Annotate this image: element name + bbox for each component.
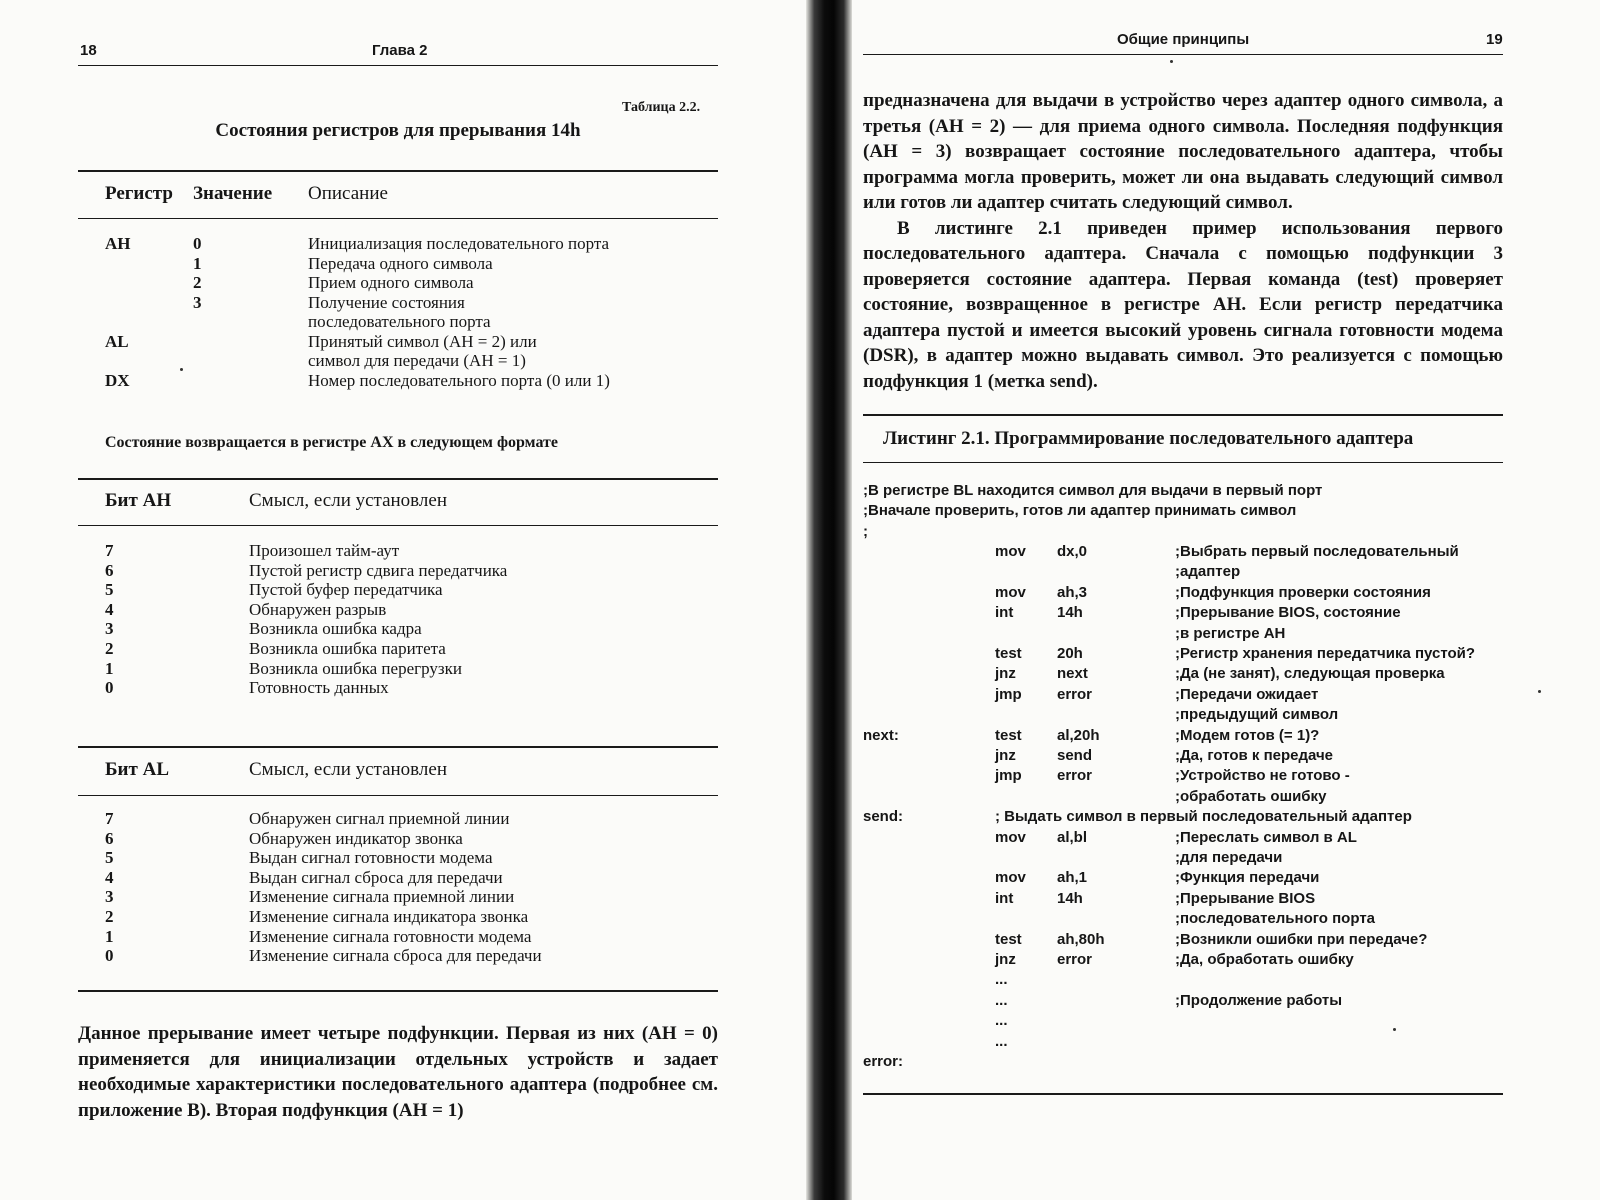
code-label: next:	[863, 726, 899, 744]
th-al-meaning: Смысл, если установлен	[249, 759, 447, 780]
bit-cell: 7	[105, 809, 114, 828]
bit-cell: 6	[105, 560, 114, 580]
value-cell: 3	[193, 292, 202, 312]
header-rule-right	[863, 54, 1503, 55]
code-op: ...	[995, 1032, 1008, 1050]
code-comment: ;Продолжение работы	[1175, 991, 1343, 1009]
listing-bottom-rule	[863, 1093, 1503, 1095]
bit-cell: 5	[105, 848, 114, 868]
table-top-rule	[78, 170, 718, 172]
page-number-right: 19	[1486, 31, 1503, 48]
code-op: test	[995, 645, 1022, 662]
code-comment: ;Устройство не готово -	[1175, 767, 1350, 785]
table-title: Состояния регистров для прерывания 14h	[215, 120, 581, 141]
al-table-top-rule	[78, 746, 718, 748]
code-comment: ;для передачи	[1175, 849, 1283, 866]
bit-cell: 6	[105, 828, 114, 848]
code-op: mov	[995, 583, 1026, 601]
code-comment: ;Да (не занят), следующая проверка	[1175, 665, 1445, 683]
closing-paragraph-text: Данное прерывание имеет четыре подфункции. Первая из них (АН = 0) применяется для инициализации отдельных устройств и задает необходимые характеристики последовательного адаптера (подробнее см. приложение В). Вторая подфункция (АН = 1)	[78, 1023, 718, 1121]
table-caption: Таблица 2.2.	[622, 100, 701, 115]
meaning-cell: Изменение сигнала сброса для передачи	[249, 946, 542, 966]
listing-top-rule	[863, 414, 1503, 416]
code-arg: error	[1057, 767, 1093, 785]
meaning-cell: Обнаружен разрыв	[249, 599, 387, 619]
th-bit-ah: Бит АН	[105, 490, 172, 511]
code-comment: ;Регистр хранения передатчика пустой?	[1175, 645, 1476, 662]
meaning-cell: Изменение сигнала приемной линии	[249, 887, 515, 907]
code-op: jnz	[995, 951, 1016, 968]
description-cell: Прием одного символа	[308, 273, 474, 292]
code-op: ...	[995, 1012, 1008, 1030]
register-cell: AH	[105, 234, 131, 253]
code-op: jmp	[995, 767, 1022, 785]
register-cell: DX	[105, 370, 130, 390]
code-arg: send	[1057, 747, 1093, 764]
code-comment: ;предыдущий символ	[1175, 706, 1339, 724]
code-op: ...	[995, 971, 1008, 989]
code-arg: ah,80h	[1057, 930, 1105, 948]
description-cell: Принятый символ (АН = 2) или	[308, 331, 537, 351]
meaning-cell: Пустой регистр сдвига передатчика	[249, 560, 508, 580]
code-arg: error	[1057, 951, 1093, 968]
listing-comment-line: ;Вначале проверить, готов ли адаптер принимать символ	[863, 502, 1297, 520]
bit-cell: 2	[105, 907, 114, 926]
body-text	[863, 88, 1503, 394]
code-comment: ;Подфункция проверки состояния	[1175, 583, 1431, 601]
th-register: Регистр	[105, 183, 173, 204]
description-cell: последовательного порта	[308, 312, 491, 331]
th-bit-al: Бит AL	[105, 759, 169, 780]
bit-cell: 0	[105, 678, 114, 698]
code-comment: ;Да, готов к передаче	[1175, 747, 1334, 764]
register-cell: AL	[105, 331, 129, 351]
th-value: Значение	[193, 183, 273, 204]
bit-cell: 2	[105, 639, 114, 658]
meaning-cell: Изменение сигнала индикатора звонка	[249, 907, 529, 926]
code-op: int	[995, 604, 1014, 622]
bit-cell: 3	[105, 887, 114, 907]
code-op: mov	[995, 828, 1026, 846]
code-arg: 20h	[1057, 645, 1083, 662]
meaning-cell: Пустой буфер передатчика	[249, 580, 443, 600]
bit-cell: 4	[105, 867, 114, 887]
code-comment: ;Передачи ожидает	[1175, 685, 1319, 703]
status-note: Состояние возвращается в регистре АХ в следующем формате	[105, 434, 559, 451]
bit-cell: 0	[105, 946, 114, 966]
code-label: error:	[863, 1053, 904, 1070]
bit-cell: 1	[105, 658, 114, 678]
code-comment: ;Выбрать первый последовательный	[1175, 543, 1459, 560]
listing-title-rule	[863, 462, 1503, 463]
meaning-cell: Возникла ошибка кадра	[249, 619, 422, 639]
bit-cell: 5	[105, 580, 114, 600]
code-comment: ;Возникли ошибки при передаче?	[1175, 930, 1428, 948]
code-op: jnz	[995, 747, 1016, 764]
meaning-cell: Изменение сигнала готовности модема	[249, 926, 532, 946]
th-ah-meaning: Смысл, если установлен	[249, 490, 447, 511]
closing-paragraph	[78, 1021, 718, 1123]
code-arg: ah,1	[1057, 869, 1088, 887]
value-cell: 2	[193, 273, 202, 292]
meaning-cell: Возникла ошибка паритета	[249, 639, 446, 658]
bit-cell: 3	[105, 619, 114, 639]
code-arg: 14h	[1057, 889, 1083, 907]
code-op: ...	[995, 991, 1008, 1009]
bit-cell: 1	[105, 926, 114, 946]
code-op: int	[995, 889, 1014, 907]
al-table-header-rule	[78, 795, 718, 796]
code-comment: ;в регистре AH	[1175, 624, 1286, 642]
description-cell: символ для передачи (АН = 1)	[308, 351, 526, 370]
listing-comment-line: ;В регистре BL находится символ для выдачи в первый порт	[863, 482, 1323, 499]
page-number-left: 18	[80, 42, 97, 59]
code-comment: ;Переслать символ в AL	[1175, 828, 1357, 846]
meaning-cell: Выдан сигнал готовности модема	[249, 848, 493, 868]
code-op: test	[995, 726, 1022, 744]
ah-table-top-rule	[78, 478, 718, 480]
code-comment: ;Прерывание BIOS, состояние	[1175, 604, 1401, 622]
code-label: send:	[863, 808, 904, 826]
meaning-cell: Готовность данных	[249, 678, 389, 698]
code-arg: next	[1057, 665, 1088, 683]
code-arg: error	[1057, 685, 1093, 703]
al-table-bottom-rule	[78, 990, 718, 992]
code-op: mov	[995, 869, 1026, 887]
code-arg: 14h	[1057, 604, 1083, 622]
right-page	[845, 0, 1600, 1200]
meaning-cell: Обнаружен индикатор звонка	[249, 828, 463, 848]
table-header-rule	[78, 218, 718, 219]
description-cell: Номер последовательного порта (0 или 1)	[308, 370, 610, 390]
listing-title: Листинг 2.1. Программирование последовательного адаптера	[883, 428, 1414, 449]
code-comment: ;Модем готов (= 1)?	[1175, 726, 1320, 744]
listing-comment-line: ;	[863, 522, 868, 540]
code-op: ; Выдать символ в первый последовательный адаптер	[995, 808, 1412, 826]
bit-cell: 7	[105, 541, 114, 560]
code-comment: ;Прерывание BIOS	[1175, 889, 1316, 907]
meaning-cell: Выдан сигнал сброса для передачи	[249, 867, 503, 887]
code-comment: ;последовательного порта	[1175, 910, 1376, 928]
description-cell: Инициализация последовательного порта	[308, 234, 610, 253]
bit-cell: 4	[105, 599, 114, 619]
scan-speck	[1538, 690, 1541, 693]
code-op: mov	[995, 543, 1026, 560]
code-arg: al,20h	[1057, 726, 1100, 744]
description-cell: Получение состояния	[308, 292, 465, 312]
scan-speck	[180, 368, 183, 371]
th-description: Описание	[308, 183, 388, 204]
value-cell: 1	[193, 253, 202, 273]
paragraph-2: В листинге 2.1 приведен пример использования первого последовательного адаптера. Сначала с помощью подфункции 3 проверяется состояние адаптера. Первая команда (test) проверяет состояние, возвращенное в регистре АН. Если регистр передатчика адаптера пустой и имеется высокий уровень сигнала готовности модема (DSR), в адаптер можно выдавать символ. Это реализуется с помощью подфункция 1 (метка send).	[863, 217, 1503, 392]
code-comment: ;адаптер	[1175, 563, 1241, 581]
scan-speck	[1170, 60, 1173, 63]
meaning-cell: Возникла ошибка перегрузки	[249, 658, 462, 678]
meaning-cell: Обнаружен сигнал приемной линии	[249, 809, 510, 828]
paragraph-1: предназначена для выдачи в устройство через адаптер одного символа, а третья (АН = 2) — для приема одного символа. Последняя подфункция (АН = 3) возвращает состояние последовательного адаптера, чтобы программа могла проверить, может ли она выдавать следующий символ или готов ли адаптер считать следующий символ.	[863, 90, 1503, 213]
code-op: test	[995, 930, 1022, 948]
running-head-left: Глава 2	[372, 42, 428, 59]
header-rule-left	[78, 65, 718, 66]
running-head-right: Общие принципы	[1117, 31, 1250, 48]
meaning-cell: Произошел тайм-аут	[249, 541, 400, 560]
code-comment: ;Функция передачи	[1175, 869, 1320, 887]
ah-table-header-rule	[78, 525, 718, 526]
value-cell: 0	[193, 234, 202, 253]
description-cell: Передача одного символа	[308, 253, 493, 273]
code-arg: ah,3	[1057, 583, 1088, 601]
code-comment: ;обработать ошибку	[1175, 787, 1327, 805]
code-op: jmp	[995, 685, 1022, 703]
code-arg: al,bl	[1057, 828, 1088, 846]
code-comment: ;Да, обработать ошибку	[1175, 951, 1354, 968]
code-arg: dx,0	[1057, 543, 1088, 560]
scan-speck	[1393, 1028, 1396, 1031]
code-op: jnz	[995, 665, 1016, 683]
